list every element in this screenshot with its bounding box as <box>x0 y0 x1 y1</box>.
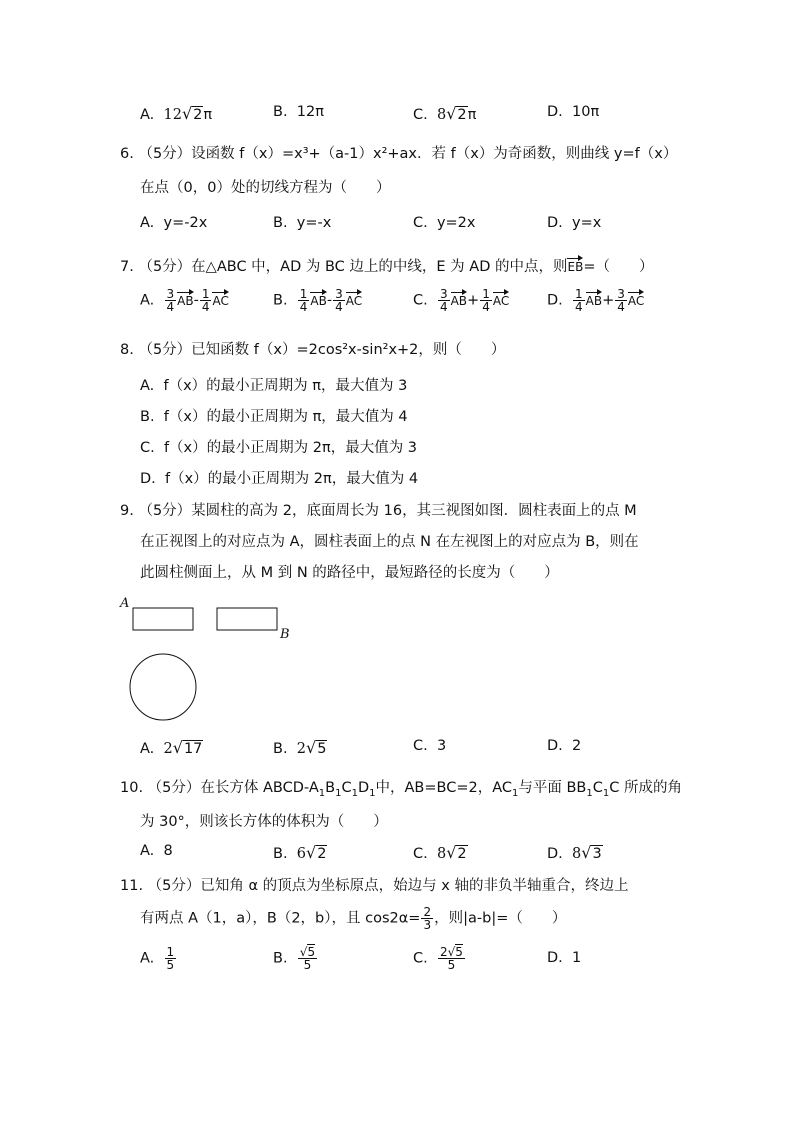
q5-option-d: D. 10π <box>547 104 600 120</box>
q6-option-d: D. y=x <box>547 215 602 231</box>
sqrt-symbol: √2 <box>446 104 467 123</box>
q8-line1: 8. （5分）已知函数 f（x）=2cos²x-sin²x+2，则（ ） <box>120 342 506 358</box>
sqrt-symbol: √2 <box>306 843 327 862</box>
q5-option-b: B. 12π <box>273 104 324 120</box>
three-view-figure <box>115 592 315 727</box>
sqrt-symbol: √17 <box>172 738 203 757</box>
q7-line1: 7. （5分）在△ABC 中，AD 为 BC 边上的中线，E 为 AD 的中点，则EB=（ ） <box>120 259 654 275</box>
sqrt-symbol: √2 <box>446 843 467 862</box>
q8-option-a: A. f（x）的最小正周期为 π，最大值为 3 <box>140 378 408 394</box>
top-view-circle <box>130 654 196 720</box>
fraction: $\frac{2√5}{5}$ <box>439 945 463 972</box>
sqrt-symbol: √5 <box>306 738 327 757</box>
q7-option-c: C. $\frac{3}{4}$ AB+ $\frac{1}{4}$ AC <box>413 287 510 314</box>
q10-option-b: B. 6√2 <box>273 843 327 862</box>
q7-option-a: A. $\frac{3}{4}$ AB- $\frac{1}{4}$ AC <box>140 287 229 314</box>
q9-option-d: D. 2 <box>547 738 582 754</box>
fraction: $\frac{1}{5}$ <box>166 945 175 972</box>
label-a: A <box>120 596 130 611</box>
q7-option-d: D. $\frac{1}{4}$ AB+ $\frac{3}{4}$ AC <box>547 287 645 314</box>
q9-option-c: C. 3 <box>413 738 447 754</box>
q6-option-b: B. y=-x <box>273 215 332 231</box>
q11-number: 11. <box>120 878 144 894</box>
q9-line2: 在正视图上的对应点为 A，圆柱表面上的点 N 在左视图上的对应点为 B，则在 <box>140 534 639 550</box>
fraction: $\frac{3}{4}$ <box>166 287 175 314</box>
q8-option-c: C. f（x）的最小正周期为 2π，最大值为 3 <box>140 440 418 456</box>
fraction: $\frac{1}{4}$ <box>575 287 583 314</box>
q7-option-b: B. $\frac{1}{4}$ AB- $\frac{3}{4}$ AC <box>273 287 363 314</box>
q10-option-a: A. 8 <box>140 843 173 859</box>
q9-number: 9. <box>120 503 134 519</box>
q11-option-b: B. $\frac{√5}{5}$ <box>273 945 316 972</box>
q5-option-c: C. 8√2π <box>413 104 477 123</box>
q11-option-d: D. 1 <box>547 950 582 966</box>
q11-line1: 11. （5分）已知角 α 的顶点为坐标原点，始边与 x 轴的非负半轴重合，终边上 <box>120 878 629 894</box>
q10-line1: 10. （5分）在长方体 ABCD-$A_1B_1C_1D_1$中，AB=BC=2，$AC_1$与平面 $BB_1C_1C$ 所成的角 <box>120 780 682 799</box>
q10-option-d: D. 8√3 <box>547 843 602 862</box>
fraction: $\frac{3}{4}$ <box>439 287 448 314</box>
q6-option-c: C. y=2x <box>413 215 476 231</box>
fraction: $\frac{1}{4}$ <box>201 287 210 314</box>
label-b: B <box>280 627 290 642</box>
q9-line3: 此圆柱侧面上，从 M 到 N 的路径中，最短路径的长度为（ ） <box>140 565 559 581</box>
q7-number: 7. <box>120 259 134 275</box>
side-view-rect <box>217 608 277 630</box>
q6-line1: 6. （5分）设函数 f（x）=x³+（a-1）x²+ax．若 f（x）为奇函数，则曲线 y=f（x） <box>120 146 678 162</box>
q9-option-a: A. 2√17 <box>140 738 203 757</box>
q11-option-a: A. $\frac{1}{5}$ <box>140 945 175 972</box>
fraction: $\frac{2}{3}$ <box>423 905 432 932</box>
q6-number: 6. <box>120 146 134 162</box>
fraction: $\frac{3}{4}$ <box>335 287 343 314</box>
fraction: $\frac{3}{4}$ <box>617 287 625 314</box>
front-view-rect <box>133 608 193 630</box>
q8-option-d: D. f（x）的最小正周期为 2π，最大值为 4 <box>140 471 419 487</box>
sqrt-symbol: √2 <box>181 104 203 123</box>
fraction: $\frac{1}{4}$ <box>299 287 308 314</box>
q6-option-a: A. y=-2x <box>140 215 208 231</box>
q10-line2: 为 30°，则该长方体的体积为（ ） <box>140 814 388 830</box>
q6-line2: 在点（0，0）处的切线方程为（ ） <box>140 180 391 196</box>
vector-eb: EB <box>567 260 584 274</box>
fraction: $\frac{√5}{5}$ <box>299 945 316 972</box>
q11-option-c: C. $\frac{2√5}{5}$ <box>413 945 463 972</box>
q10-option-c: C. 8√2 <box>413 843 467 862</box>
q10-number: 10. <box>120 780 144 796</box>
fraction: $\frac{1}{4}$ <box>482 287 490 314</box>
sqrt-symbol: √3 <box>581 843 602 862</box>
q8-option-b: B. f（x）的最小正周期为 π，最大值为 4 <box>140 409 408 425</box>
q11-line2: 有两点 A（1，a），B（2，b），且 cos2α= $\frac{2}{3}$ ，则|a-b|=（ ） <box>140 905 567 932</box>
q9-option-b: B. 2√5 <box>273 738 327 757</box>
q8-number: 8. <box>120 342 134 358</box>
q5-option-a: A. 12√2π <box>140 104 213 123</box>
q9-line1: 9. （5分）某圆柱的高为 2，底面周长为 16，其三视图如图．圆柱表面上的点 M <box>120 503 637 519</box>
